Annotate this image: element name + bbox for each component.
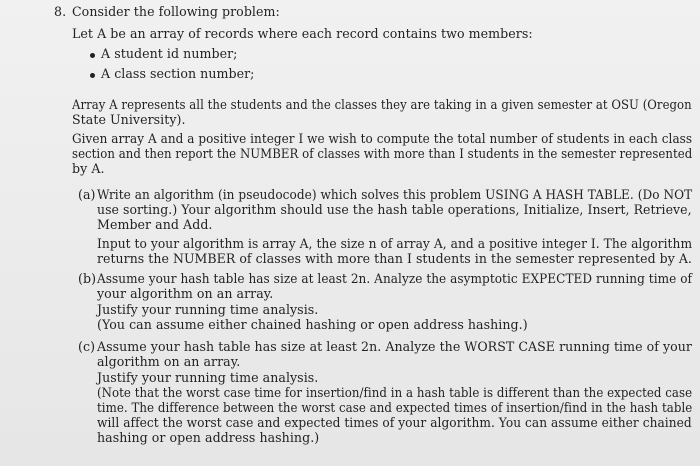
problem-heading: Consider the following problem:	[72, 4, 280, 19]
part-c-line: hashing or open address hashing.)	[97, 430, 320, 445]
problem-intro: Let A be an array of records where each record contains two members:	[72, 26, 533, 41]
para1-line: State University).	[72, 112, 186, 127]
part-c-line: time. The difference between the worst case and expected times of insertion/find in the hash table	[97, 400, 693, 415]
part-a-line: Input to your algorithm is array A, the size n of array A, and a positive integer I. The algorithm	[97, 236, 693, 251]
part-b-line: your algorithm on an array.	[97, 286, 274, 301]
para1-line: Array A represents all the students and the classes they are taking in a given semester at OSU (Oregon	[72, 97, 692, 112]
part-c-line: (Note that the worst case time for insertion/find in a hash table is different than the expected case	[97, 385, 693, 400]
part-b-line: Assume your hash table has size at least 2n. Analyze the asymptotic EXPECTED running time of	[97, 271, 693, 286]
bullet-student-id: A student id number;	[101, 46, 238, 61]
part-c-line: Justify your running time analysis.	[97, 370, 319, 385]
part-c-line: will affect the worst case and expected times of your algorithm. You can assume either chained	[97, 415, 692, 430]
problem-number: 8.	[54, 4, 67, 19]
part-b-label: (b)	[78, 271, 97, 286]
para2-line: by A.	[72, 161, 105, 176]
part-a-line: Member and Add.	[97, 217, 213, 232]
part-c-line: algorithm on an array.	[97, 354, 241, 369]
part-a-line: use sorting.) Your algorithm should use the hash table operations, Initialize, Insert, Retrieve,	[97, 202, 692, 217]
para2-line: Given array A and a positive integer I we wish to compute the total number of students in each class	[72, 131, 693, 146]
part-b-line: (You can assume either chained hashing or open address hashing.)	[97, 317, 528, 332]
part-a-line: Write an algorithm (in pseudocode) which solves this problem USING A HASH TABLE. (Do NOT	[97, 187, 693, 202]
para2-line: section and then report the NUMBER of classes with more than I students in the semester represented	[72, 146, 693, 161]
part-a-label: (a)	[78, 187, 96, 202]
part-c-label: (c)	[78, 339, 96, 354]
part-a-line: returns the NUMBER of classes with more than I students in the semester represented by A.	[97, 251, 692, 266]
part-c-line: Assume your hash table has size at least 2n. Analyze the WORST CASE running time of your	[97, 339, 692, 354]
part-b-line: Justify your running time analysis.	[97, 302, 319, 317]
bullet-dot-icon	[90, 73, 95, 78]
bullet-class-section: A class section number;	[101, 66, 255, 81]
bullet-dot-icon	[90, 53, 95, 58]
